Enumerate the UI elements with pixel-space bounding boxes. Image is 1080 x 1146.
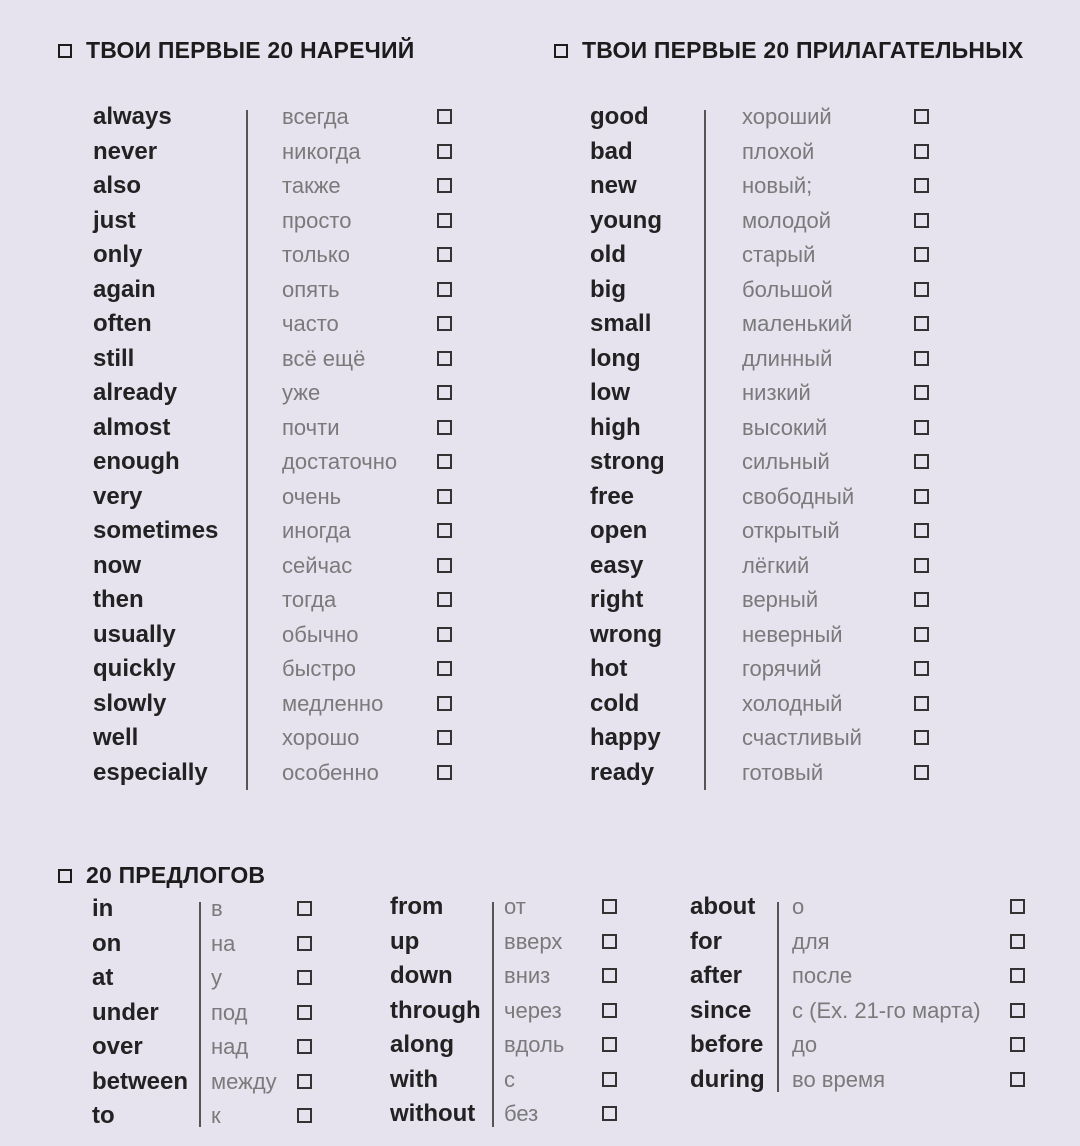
english-word: almost: [93, 413, 171, 441]
english-word: quickly: [93, 655, 176, 682]
russian-translation: вдоль: [504, 1032, 565, 1057]
russian-translation: вверх: [504, 928, 563, 954]
learned-checkbox[interactable]: [437, 420, 452, 435]
english-word: right: [590, 586, 644, 613]
adverbs-title-text: ТВОИ ПЕРВЫЕ 20 НАРЕЧИЙ: [86, 37, 415, 63]
prepositions-section-checkbox[interactable]: [58, 869, 72, 883]
russian-translation: новый;: [742, 173, 813, 198]
russian-translation: лёгкий: [742, 552, 810, 578]
english-word: often: [93, 310, 152, 337]
english-word: still: [93, 344, 135, 372]
english-word: over: [92, 1033, 143, 1060]
russian-translation: к: [211, 1103, 221, 1128]
column-divider: [492, 902, 494, 1127]
russian-translation: уже: [282, 380, 321, 405]
english-word: already: [93, 379, 178, 406]
russian-translation: до: [792, 1032, 818, 1057]
learned-checkbox[interactable]: [437, 109, 452, 124]
english-word: about: [690, 893, 756, 920]
russian-translation: низкий: [742, 380, 811, 405]
russian-translation: плохой: [742, 138, 815, 164]
russian-translation: с (Ex. 21-го марта): [792, 997, 981, 1023]
russian-translation: готовый: [742, 759, 824, 785]
russian-translation: хороший: [742, 104, 832, 129]
russian-translation: всегда: [282, 104, 349, 129]
learned-checkbox[interactable]: [437, 696, 452, 711]
english-word: low: [590, 379, 630, 406]
russian-translation: маленький: [742, 311, 853, 336]
english-word: during: [690, 1065, 765, 1093]
learned-checkbox[interactable]: [437, 316, 452, 331]
learned-checkbox[interactable]: [914, 178, 929, 193]
russian-translation: горячий: [742, 656, 822, 681]
learned-checkbox[interactable]: [1010, 934, 1025, 949]
russian-translation: просто: [282, 207, 352, 233]
english-word: then: [93, 586, 144, 613]
english-word: again: [93, 275, 156, 303]
learned-checkbox[interactable]: [437, 592, 452, 607]
english-word: easy: [590, 551, 644, 579]
learned-checkbox[interactable]: [914, 420, 929, 435]
russian-translation: очень: [282, 483, 342, 509]
english-word: along: [390, 1031, 454, 1058]
russian-translation: верный: [742, 587, 819, 612]
english-word: between: [92, 1067, 189, 1095]
russian-translation: медленно: [282, 690, 384, 716]
english-word: from: [390, 893, 444, 920]
learned-checkbox[interactable]: [437, 661, 452, 676]
russian-translation: высокий: [742, 414, 828, 440]
english-word: long: [590, 344, 641, 372]
english-word: new: [590, 172, 637, 199]
russian-translation: никогда: [282, 138, 361, 164]
english-word: only: [93, 241, 143, 268]
russian-translation: сильный: [742, 449, 830, 474]
english-word: sometimes: [93, 517, 219, 544]
english-word: never: [93, 137, 158, 165]
english-word: big: [590, 275, 626, 303]
english-word: old: [590, 241, 626, 268]
adjectives-title-text: ТВОИ ПЕРВЫЕ 20 ПРИЛАГАТЕЛЬНЫХ: [582, 37, 1024, 63]
english-word: well: [93, 724, 139, 751]
column-divider: [704, 110, 706, 790]
english-word: for: [690, 927, 722, 955]
learned-checkbox[interactable]: [437, 144, 452, 159]
learned-checkbox[interactable]: [914, 558, 929, 573]
english-word: slowly: [93, 689, 167, 717]
russian-translation: под: [211, 999, 248, 1025]
learned-checkbox[interactable]: [914, 523, 929, 538]
learned-checkbox[interactable]: [914, 765, 929, 780]
learned-checkbox[interactable]: [297, 936, 312, 951]
russian-translation: счастливый: [742, 725, 862, 750]
learned-checkbox[interactable]: [602, 1003, 617, 1018]
english-word: very: [93, 482, 143, 510]
english-word: just: [93, 206, 136, 234]
adverbs-title: [58, 37, 414, 64]
learned-checkbox[interactable]: [437, 730, 452, 745]
russian-translation: во время: [792, 1066, 885, 1092]
english-word: wrong: [590, 620, 662, 648]
english-word: after: [690, 962, 743, 989]
learned-checkbox[interactable]: [914, 144, 929, 159]
learned-checkbox[interactable]: [914, 247, 929, 262]
learned-checkbox[interactable]: [914, 213, 929, 228]
english-word: young: [590, 206, 662, 234]
english-word: strong: [590, 448, 665, 475]
learned-checkbox[interactable]: [602, 968, 617, 983]
learned-checkbox[interactable]: [914, 282, 929, 297]
english-word: in: [92, 895, 114, 922]
learned-checkbox[interactable]: [914, 627, 929, 642]
english-word: with: [390, 1065, 438, 1093]
learned-checkbox[interactable]: [437, 454, 452, 469]
learned-checkbox[interactable]: [437, 351, 452, 366]
learned-checkbox[interactable]: [914, 730, 929, 745]
learned-checkbox[interactable]: [297, 1039, 312, 1054]
learned-checkbox[interactable]: [437, 385, 452, 400]
english-word: before: [690, 1031, 764, 1058]
english-word: now: [93, 551, 141, 579]
learned-checkbox[interactable]: [914, 385, 929, 400]
russian-translation: на: [211, 930, 236, 956]
russian-translation: хорошо: [282, 725, 360, 750]
learned-checkbox[interactable]: [297, 901, 312, 916]
learned-checkbox[interactable]: [437, 247, 452, 262]
russian-translation: часто: [282, 311, 339, 336]
russian-translation: опять: [282, 276, 340, 302]
russian-translation: только: [282, 242, 350, 267]
learned-checkbox[interactable]: [602, 1037, 617, 1052]
english-word: at: [92, 964, 114, 991]
english-word: on: [92, 929, 122, 957]
russian-translation: сейчас: [282, 552, 353, 578]
english-word: ready: [590, 758, 655, 786]
russian-translation: после: [792, 963, 853, 988]
learned-checkbox[interactable]: [914, 489, 929, 504]
learned-checkbox[interactable]: [437, 178, 452, 193]
learned-checkbox[interactable]: [1010, 968, 1025, 983]
learned-checkbox[interactable]: [297, 1074, 312, 1089]
english-word: good: [590, 103, 649, 130]
english-word: always: [93, 103, 172, 130]
russian-translation: над: [211, 1034, 249, 1059]
english-word: up: [390, 927, 420, 955]
adjectives-title: [554, 37, 1023, 64]
learned-checkbox[interactable]: [1010, 1072, 1025, 1087]
russian-translation: неверный: [742, 621, 843, 647]
english-word: since: [690, 996, 752, 1024]
russian-translation: вниз: [504, 963, 551, 988]
russian-translation: всё ещё: [282, 345, 366, 371]
russian-translation: с: [504, 1066, 515, 1092]
learned-checkbox[interactable]: [437, 213, 452, 228]
english-word: cold: [590, 689, 640, 717]
english-word: under: [92, 998, 159, 1026]
english-word: also: [93, 172, 142, 199]
learned-checkbox[interactable]: [437, 523, 452, 538]
russian-translation: обычно: [282, 621, 359, 647]
english-word: bad: [590, 137, 633, 165]
russian-translation: свободный: [742, 483, 855, 509]
english-word: hot: [590, 655, 628, 682]
english-word: high: [590, 413, 641, 441]
learned-checkbox[interactable]: [602, 934, 617, 949]
russian-translation: холодный: [742, 690, 843, 716]
russian-translation: иногда: [282, 518, 351, 543]
russian-translation: без: [504, 1101, 539, 1126]
english-word: especially: [93, 758, 208, 786]
learned-checkbox[interactable]: [437, 282, 452, 297]
learned-checkbox[interactable]: [297, 1005, 312, 1020]
russian-translation: старый: [742, 242, 816, 267]
learned-checkbox[interactable]: [914, 592, 929, 607]
english-word: usually: [93, 620, 176, 648]
russian-translation: длинный: [742, 345, 833, 371]
english-word: through: [390, 996, 481, 1024]
learned-checkbox[interactable]: [914, 661, 929, 676]
english-word: free: [590, 482, 635, 510]
learned-checkbox[interactable]: [437, 558, 452, 573]
russian-translation: достаточно: [282, 449, 398, 474]
learned-checkbox[interactable]: [297, 1108, 312, 1123]
learned-checkbox[interactable]: [602, 1072, 617, 1087]
learned-checkbox[interactable]: [914, 696, 929, 711]
learned-checkbox[interactable]: [437, 627, 452, 642]
english-word: happy: [590, 724, 661, 751]
russian-translation: также: [282, 173, 341, 198]
learned-checkbox[interactable]: [297, 970, 312, 985]
learned-checkbox[interactable]: [914, 316, 929, 331]
learned-checkbox[interactable]: [1010, 1003, 1025, 1018]
learned-checkbox[interactable]: [602, 1106, 617, 1121]
russian-translation: о: [792, 894, 805, 919]
russian-translation: большой: [742, 276, 833, 302]
adjectives-section-checkbox[interactable]: [554, 44, 568, 58]
learned-checkbox[interactable]: [914, 351, 929, 366]
russian-translation: у: [211, 965, 222, 990]
prepositions-title-text: 20 ПРЕДЛОГОВ: [86, 862, 266, 888]
learned-checkbox[interactable]: [1010, 1037, 1025, 1052]
english-word: without: [390, 1100, 476, 1127]
learned-checkbox[interactable]: [437, 489, 452, 504]
russian-translation: между: [211, 1068, 277, 1094]
column-divider: [777, 902, 779, 1092]
russian-translation: в: [211, 896, 223, 921]
learned-checkbox[interactable]: [437, 765, 452, 780]
russian-translation: для: [792, 928, 830, 954]
learned-checkbox[interactable]: [1010, 899, 1025, 914]
learned-checkbox[interactable]: [602, 899, 617, 914]
learned-checkbox[interactable]: [914, 109, 929, 124]
prepositions-title: [58, 862, 265, 889]
russian-translation: особенно: [282, 759, 379, 785]
english-word: to: [92, 1102, 115, 1129]
english-word: small: [590, 310, 652, 337]
adverbs-section-checkbox[interactable]: [58, 44, 72, 58]
learned-checkbox[interactable]: [914, 454, 929, 469]
english-word: down: [390, 962, 453, 989]
english-word: open: [590, 517, 648, 544]
russian-translation: от: [504, 894, 526, 919]
russian-translation: почти: [282, 414, 340, 440]
column-divider: [246, 110, 248, 790]
russian-translation: молодой: [742, 207, 832, 233]
russian-translation: быстро: [282, 656, 356, 681]
english-word: enough: [93, 448, 180, 475]
russian-translation: через: [504, 997, 562, 1023]
russian-translation: открытый: [742, 518, 840, 543]
column-divider: [199, 902, 201, 1127]
russian-translation: тогда: [282, 587, 337, 612]
